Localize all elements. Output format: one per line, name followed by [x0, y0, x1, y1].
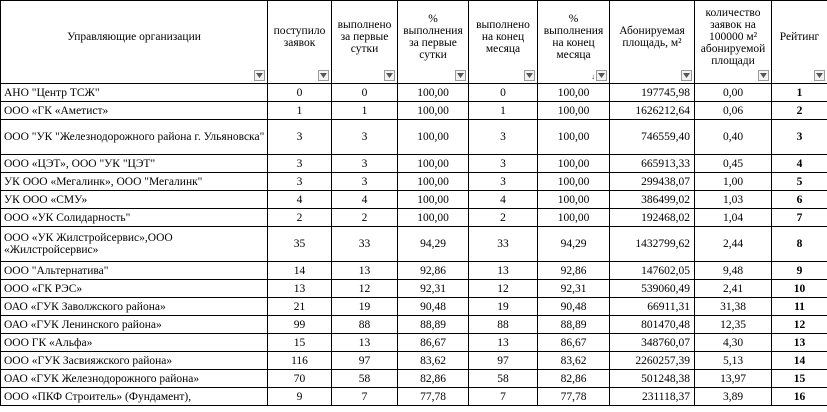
done-month-end-cell: 3: [469, 120, 538, 155]
filter-dropdown-icon[interactable]: [814, 70, 825, 81]
done-month-end-cell: 12: [469, 280, 538, 298]
table-row: [1, 155, 827, 173]
received-cell: 116: [268, 352, 332, 370]
pct-first-day-cell: 100,00: [398, 120, 469, 155]
header-received: [268, 1, 332, 84]
table-row: [1, 191, 827, 209]
done-month-end-cell: 13: [469, 262, 538, 280]
table-row: [1, 120, 827, 155]
pct-month-end-cell: 92,31: [538, 280, 610, 298]
rating-cell: 13: [772, 334, 827, 352]
org-cell: ООО "Альтернатива": [1, 262, 268, 280]
header-label: количество заявок на 100000 м² абонируемой площади: [700, 7, 766, 67]
pct-first-day-cell: 86,67: [398, 334, 469, 352]
pct-month-end-cell: 100,00: [538, 173, 610, 191]
per-100000-cell: 0,00: [695, 84, 772, 102]
area-cell: 665913,33: [610, 155, 695, 173]
done-month-end-cell: 3: [469, 155, 538, 173]
header-label: выполнено за первые сутки: [337, 19, 392, 55]
rating-cell: 12: [772, 316, 827, 334]
table-row: [1, 227, 827, 262]
pct-month-end-cell: 100,00: [538, 191, 610, 209]
done-first-day-cell: 3: [332, 120, 398, 155]
table-row: [1, 388, 827, 406]
done-month-end-cell: 88: [469, 316, 538, 334]
received-cell: 13: [268, 280, 332, 298]
area-cell: 1626212,64: [610, 102, 695, 120]
area-cell: 348760,07: [610, 334, 695, 352]
rating-cell: 16: [772, 388, 827, 406]
pct-month-end-cell: 88,89: [538, 316, 610, 334]
org-cell: ОАО «ГУК Железнодорожного района»: [1, 370, 268, 388]
filter-dropdown-icon[interactable]: [254, 70, 265, 81]
pct-first-day-cell: 77,78: [398, 388, 469, 406]
pct-month-end-cell: 100,00: [538, 120, 610, 155]
area-cell: 539060,49: [610, 280, 695, 298]
area-cell: 501248,38: [610, 370, 695, 388]
header-pct-first-day: [398, 1, 469, 84]
org-cell: ООО «ЦЭТ», ООО "УК "ЦЭТ": [1, 155, 268, 173]
pct-first-day-cell: 100,00: [398, 191, 469, 209]
done-first-day-cell: 33: [332, 227, 398, 262]
sort-descending-icon: ↓: [591, 72, 595, 81]
rating-cell: 15: [772, 370, 827, 388]
table-row: [1, 262, 827, 280]
per-100000-cell: 12,35: [695, 316, 772, 334]
done-first-day-cell: 58: [332, 370, 398, 388]
done-month-end-cell: 1: [469, 102, 538, 120]
pct-month-end-cell: 100,00: [538, 155, 610, 173]
done-first-day-cell: 0: [332, 84, 398, 102]
done-first-day-cell: 13: [332, 262, 398, 280]
per-100000-cell: 31,38: [695, 298, 772, 316]
area-cell: 1432799,62: [610, 227, 695, 262]
filter-dropdown-icon[interactable]: [524, 70, 535, 81]
org-cell: ООО «ГК РЭС»: [1, 280, 268, 298]
rating-cell: 9: [772, 262, 827, 280]
filter-dropdown-icon[interactable]: [758, 70, 769, 81]
header-row: [1, 1, 827, 84]
table-row: [1, 173, 827, 191]
received-cell: 14: [268, 262, 332, 280]
rating-cell: 14: [772, 352, 827, 370]
pct-first-day-cell: 100,00: [398, 173, 469, 191]
rating-cell: 2: [772, 102, 827, 120]
area-cell: 197745,98: [610, 84, 695, 102]
area-cell: 231118,37: [610, 388, 695, 406]
org-cell: ОАО «ГУК Ленинского района»: [1, 316, 268, 334]
filter-dropdown-icon[interactable]: [384, 70, 395, 81]
per-100000-cell: 0,06: [695, 102, 772, 120]
pct-month-end-cell: 100,00: [538, 102, 610, 120]
per-100000-cell: 13,97: [695, 370, 772, 388]
org-cell: АНО "Центр ТСЖ": [1, 84, 268, 102]
org-cell: УК ООО «Мегалинк», ООО "Мегалинк": [1, 173, 268, 191]
done-first-day-cell: 3: [332, 155, 398, 173]
org-cell: ООО «УК Солидарность": [1, 209, 268, 227]
area-cell: 801470,48: [610, 316, 695, 334]
pct-first-day-cell: 100,00: [398, 102, 469, 120]
header-label: % выполнения за первые сутки: [403, 13, 463, 61]
area-cell: 746559,40: [610, 120, 695, 155]
done-month-end-cell: 7: [469, 388, 538, 406]
done-first-day-cell: 97: [332, 352, 398, 370]
pct-month-end-cell: 90,48: [538, 298, 610, 316]
per-100000-cell: 1,03: [695, 191, 772, 209]
received-cell: 15: [268, 334, 332, 352]
rating-cell: 8: [772, 227, 827, 262]
done-first-day-cell: 13: [332, 334, 398, 352]
table-body: [1, 84, 827, 406]
area-cell: 192468,02: [610, 209, 695, 227]
per-100000-cell: 9,48: [695, 262, 772, 280]
pct-month-end-cell: 94,29: [538, 227, 610, 262]
done-first-day-cell: 1: [332, 102, 398, 120]
done-first-day-cell: 88: [332, 316, 398, 334]
header-area: [610, 1, 695, 84]
rating-cell: 6: [772, 191, 827, 209]
pct-first-day-cell: 90,48: [398, 298, 469, 316]
done-first-day-cell: 4: [332, 191, 398, 209]
done-first-day-cell: 3: [332, 173, 398, 191]
received-cell: 3: [268, 155, 332, 173]
received-cell: 99: [268, 316, 332, 334]
pct-first-day-cell: 100,00: [398, 84, 469, 102]
header-done-first-day: [332, 1, 398, 84]
pct-month-end-cell: 100,00: [538, 84, 610, 102]
filter-dropdown-icon[interactable]: [318, 70, 329, 81]
per-100000-cell: 3,89: [695, 388, 772, 406]
pct-month-end-cell: 86,67: [538, 334, 610, 352]
rating-cell: 10: [772, 280, 827, 298]
pct-month-end-cell: 82,86: [538, 370, 610, 388]
done-month-end-cell: 97: [469, 352, 538, 370]
done-month-end-cell: 19: [469, 298, 538, 316]
rating-cell: 1: [772, 84, 827, 102]
pct-month-end-cell: 83,62: [538, 352, 610, 370]
table-row: [1, 280, 827, 298]
header-label: выполнено на конец месяца: [476, 19, 530, 55]
received-cell: 70: [268, 370, 332, 388]
table-row: [1, 352, 827, 370]
filter-dropdown-icon[interactable]: [596, 70, 607, 81]
header-per-100000: [695, 1, 772, 84]
header-done-month-end: [469, 1, 538, 84]
filter-dropdown-icon[interactable]: [681, 70, 692, 81]
done-month-end-cell: 13: [469, 334, 538, 352]
rating-cell: 11: [772, 298, 827, 316]
table-row: [1, 316, 827, 334]
done-first-day-cell: 2: [332, 209, 398, 227]
pct-first-day-cell: 83,62: [398, 352, 469, 370]
header-label: % выполнения на конец месяца: [543, 13, 604, 61]
received-cell: 2: [268, 209, 332, 227]
done-month-end-cell: 0: [469, 84, 538, 102]
pct-first-day-cell: 100,00: [398, 209, 469, 227]
received-cell: 9: [268, 388, 332, 406]
org-cell: ООО ГК «Альфа»: [1, 334, 268, 352]
pct-month-end-cell: 100,00: [538, 209, 610, 227]
per-100000-cell: 4,30: [695, 334, 772, 352]
org-cell: ОАО «ГУК Заволжского района»: [1, 298, 268, 316]
header-label: поступило заявок: [273, 25, 326, 49]
header-label: Рейтинг: [779, 31, 820, 43]
per-100000-cell: 1,04: [695, 209, 772, 227]
done-first-day-cell: 19: [332, 298, 398, 316]
per-100000-cell: 2,41: [695, 280, 772, 298]
pct-month-end-cell: 92,86: [538, 262, 610, 280]
per-100000-cell: 1,00: [695, 173, 772, 191]
filter-dropdown-icon[interactable]: [455, 70, 466, 81]
done-first-day-cell: 7: [332, 388, 398, 406]
done-month-end-cell: 33: [469, 227, 538, 262]
received-cell: 4: [268, 191, 332, 209]
pct-month-end-cell: 77,78: [538, 388, 610, 406]
header-label: Абонируемая площадь, м²: [619, 25, 685, 49]
org-cell: ООО «ГК «Аметист»: [1, 102, 268, 120]
org-cell: ООО «ПКФ Строитель» (Фундамент),: [1, 388, 268, 406]
received-cell: 3: [268, 120, 332, 155]
area-cell: 147602,05: [610, 262, 695, 280]
received-cell: 0: [268, 84, 332, 102]
org-cell: ООО «УК Жилстройсервис»,ООО «Жилстройсервис»: [1, 227, 268, 262]
org-cell: ООО «ГУК Засвияжского района»: [1, 352, 268, 370]
received-cell: 3: [268, 173, 332, 191]
area-cell: 386499,02: [610, 191, 695, 209]
header-rating: [772, 1, 827, 84]
rating-cell: 7: [772, 209, 827, 227]
header-label: Управляющие организации: [67, 31, 201, 43]
org-cell: УК ООО «СМУ»: [1, 191, 268, 209]
area-cell: 2260257,39: [610, 352, 695, 370]
done-first-day-cell: 12: [332, 280, 398, 298]
rating-cell: 5: [772, 173, 827, 191]
table-row: [1, 334, 827, 352]
table-row: [1, 84, 827, 102]
done-month-end-cell: 2: [469, 209, 538, 227]
table-row: [1, 102, 827, 120]
pct-first-day-cell: 88,89: [398, 316, 469, 334]
received-cell: 35: [268, 227, 332, 262]
pct-first-day-cell: 92,86: [398, 262, 469, 280]
pct-first-day-cell: 82,86: [398, 370, 469, 388]
table-row: [1, 298, 827, 316]
area-cell: 66911,31: [610, 298, 695, 316]
org-cell: ООО "УК "Железнодорожного района г. Ульяновска": [1, 120, 268, 155]
per-100000-cell: 5,13: [695, 352, 772, 370]
per-100000-cell: 2,44: [695, 227, 772, 262]
rating-cell: 3: [772, 120, 827, 155]
table-row: [1, 209, 827, 227]
rating-cell: 4: [772, 155, 827, 173]
per-100000-cell: 0,45: [695, 155, 772, 173]
done-month-end-cell: 4: [469, 191, 538, 209]
per-100000-cell: 0,40: [695, 120, 772, 155]
table-row: [1, 370, 827, 388]
pct-first-day-cell: 100,00: [398, 155, 469, 173]
done-month-end-cell: 58: [469, 370, 538, 388]
header-org: [1, 1, 268, 84]
done-month-end-cell: 3: [469, 173, 538, 191]
pct-first-day-cell: 94,29: [398, 227, 469, 262]
received-cell: 1: [268, 102, 332, 120]
received-cell: 21: [268, 298, 332, 316]
pct-first-day-cell: 92,31: [398, 280, 469, 298]
area-cell: 299438,07: [610, 173, 695, 191]
header-pct-month-end: [538, 1, 610, 84]
